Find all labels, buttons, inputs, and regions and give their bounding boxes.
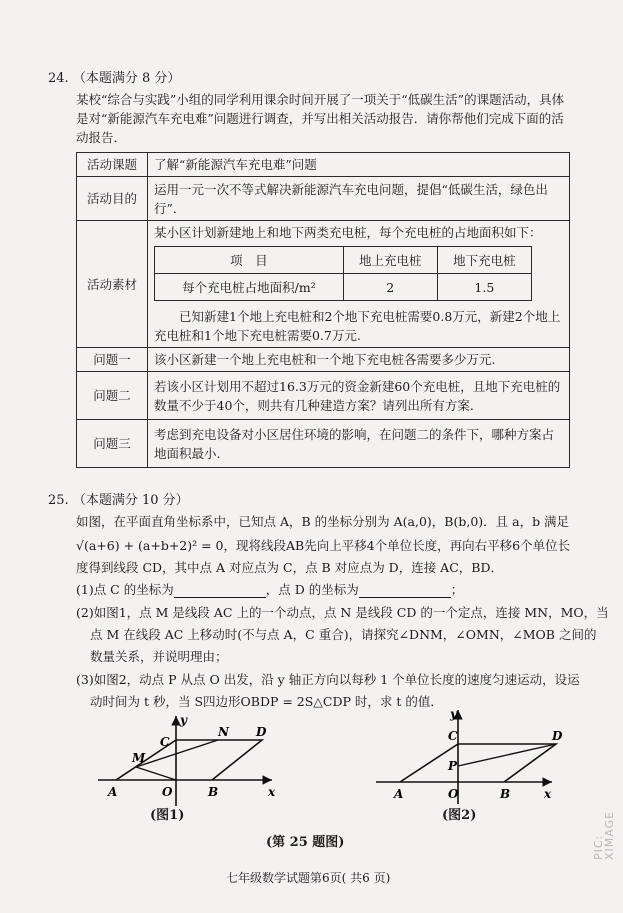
q24-score: （本题满分 8 分） [72, 71, 181, 86]
problem1-text: 该小区新建一个地上充电桩和一个地下充电桩各需要多少万元. [148, 348, 570, 372]
q25-line1: 如图，在平面直角坐标系中，已知点 A，B 的坐标分别为 A(a,0)，B(b,0)．且 a，b 满足 [76, 514, 570, 529]
material-intro: 某小区计划新建地上和地下两类充电桩，每个充电桩的占地面积如下： [154, 225, 542, 240]
material-cell [148, 221, 570, 348]
q25-sub2c: 数量关系，并说明理由； [90, 649, 228, 664]
goal-value: 运用一元一次不等式解决新能源汽车充电问题，提倡“低碳生活，绿色出行”． [148, 177, 570, 221]
area-table [154, 246, 532, 301]
problem2-text: 若该小区计划用不超过16.3万元的资金新建60个充电桩，且地下充电桩的数量不少于40个，则共有几种建造方案？请列出所有方案. [148, 372, 570, 420]
page-footer: 七年级数学试题第6页( 共6 页) [226, 871, 391, 885]
q25-number: 25. [48, 493, 69, 508]
fig2-label-o: O [448, 787, 459, 801]
fig1-segment-mn [136, 740, 218, 767]
fig2-label-p: P [448, 759, 458, 773]
figure-1 [94, 712, 284, 812]
fig1-caption: (图1) [150, 808, 185, 823]
area-header-item: 项 目 [155, 247, 344, 274]
problem3-text: 考虑到充电设备对小区居住环境的影响，在问题二的条件下，哪种方案占地面积最小. [148, 420, 570, 468]
area-row-label: 每个充电桩占地面积/m² [155, 274, 344, 301]
watermark: PIC: XIMAGE [592, 810, 616, 860]
area-header-under: 地下充电桩 [437, 247, 531, 274]
fig2-label-c: C [448, 729, 458, 743]
sub1-text-c: ； [450, 582, 464, 597]
q25-sub3a: (3)如图2，动点 P 从点 O 出发，沿 y 轴正方向以每秒 1 个单位长度的速度匀速运动，设运 [76, 672, 580, 687]
fig1-label-o: O [162, 785, 173, 799]
fig2-label-x: x [544, 787, 552, 801]
q25-line2: √(a+6) + (a+b+2)² = 0，现将线段AB先向上平移4个单位长度，再向右平移6个单位长 [76, 538, 571, 553]
q25-header [48, 494, 189, 507]
area-header-ground: 地上充电桩 [343, 247, 437, 274]
q25-sub1 [76, 584, 463, 598]
topic-label: 活动课题 [77, 153, 148, 177]
fig1-label-b: B [208, 785, 219, 799]
fig1-label-m: M [132, 751, 146, 765]
topic-value: 了解“新能源汽车充电难”问题 [148, 153, 570, 177]
sub1-text-a: (1)点 C 的坐标为 [76, 582, 174, 597]
q24-number: 24. [48, 71, 69, 86]
fig1-label-x: x [268, 785, 276, 799]
material-label: 活动素材 [77, 221, 148, 348]
area-ground-value: 2 [343, 274, 437, 301]
activity-report-table [76, 152, 570, 468]
q25-sub2a: (2)如图1，点 M 是线段 AC 上的一个动点，点 N 是线段 CD 的一个定点，连接 MN，MO，当 [76, 605, 609, 620]
q25-line3: 度得到线段 CD，其中点 A 对应点为 C，点 B 对应点为 D，连接 AC，BD． [76, 560, 503, 575]
problem3-label: 问题三 [77, 420, 148, 468]
problem1-label: 问题一 [77, 348, 148, 372]
figure-2 [374, 706, 564, 806]
fig1-label-c: C [160, 735, 170, 749]
sub1-text-b: ，点 D 的坐标为 [265, 582, 359, 597]
fig1-label-n: N [218, 725, 229, 739]
fig2-label-d: D [552, 729, 563, 743]
area-under-value: 1.5 [437, 274, 531, 301]
fig1-label-a: A [108, 785, 118, 799]
answer-blank-d [359, 584, 451, 598]
figure-title: (第 25 题图) [266, 835, 345, 850]
q25-score: （本题满分 10 分） [72, 493, 189, 508]
material-text: 已知新建1个地上充电桩和2个地下充电桩需要0.8万元，新建2个地上充电桩和1个地下充电桩需要0.7万元. [154, 309, 561, 343]
problem2-label: 问题二 [77, 372, 148, 420]
q25-sub3b: 动时间为 t 秒，当 S四边形OBDP = 2S△CDP 时，求 t 的值． [90, 694, 443, 709]
goal-label: 活动目的 [77, 177, 148, 221]
fig1-segment-mo [136, 767, 176, 780]
q24-header [48, 72, 180, 85]
fig1-label-d: D [256, 725, 267, 739]
q24-intro: 某校“综合与实践”小组的同学利用课余时间开展了一项关于“低碳生活”的课题活动，具体是对“新能源汽车充电难”问题进行调查，并写出相关活动报告．请你帮他们完成下面的活动报告． [76, 92, 565, 145]
fig2-label-y: y [450, 707, 457, 721]
fig2-label-b: B [500, 787, 511, 801]
q25-sub2b: 点 M 在线段 AC 上移动时(不与点 A，C 重合)，请探究∠DNM，∠OMN，∠MOB 之间的 [90, 627, 597, 642]
fig2-label-a: A [394, 787, 404, 801]
answer-blank-c [174, 584, 266, 598]
fig2-caption: (图2) [442, 808, 477, 823]
fig1-label-y: y [180, 713, 187, 727]
